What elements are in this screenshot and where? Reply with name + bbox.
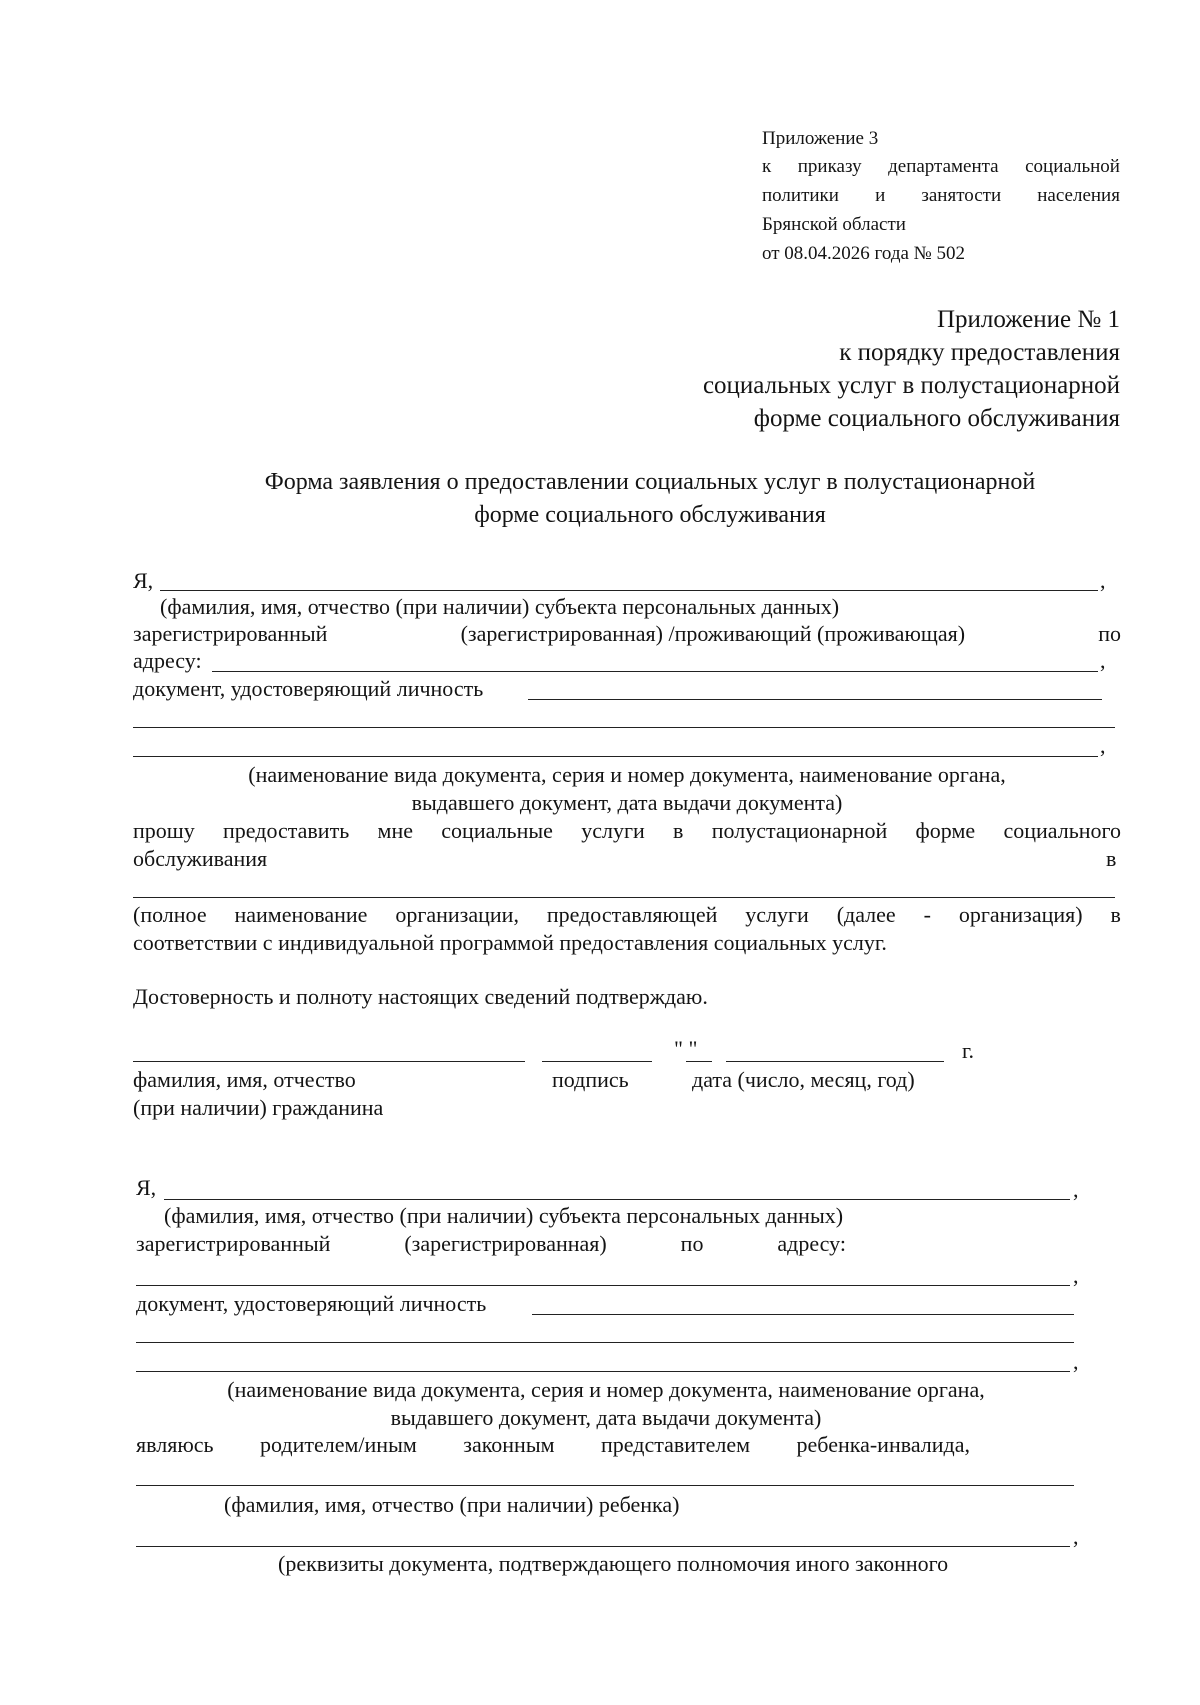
doc-hint-line2: выдавшего документ, дата выдачи документа) [411,790,843,815]
registered-line-2: зарегистрированный (зарегистрированная) по адресу: [136,1231,846,1256]
organization-field-line[interactable] [133,897,1115,898]
comma: , [1073,1177,1079,1202]
address-field-line-2[interactable] [136,1285,1070,1286]
comma: , [1100,733,1106,758]
form-title-line1: Форма заявления о предоставлении социальных услуг в полустационарной [264,469,1036,495]
requisites-hint: (реквизиты документа, подтверждающего полномочия иного законного [278,1551,949,1576]
appendix1-title: Приложение № 1 [936,306,1120,333]
id-doc-label-2: документ, удостоверяющий личность [136,1291,487,1316]
appendix3-title: Приложение 3 [762,128,879,149]
appendix1-line2: к порядку предоставления [839,339,1120,366]
id-doc-field-line-2[interactable] [133,727,1115,728]
comma: , [1100,648,1106,673]
address-label: адресу: [133,648,202,673]
fio-field-line[interactable] [160,590,1098,591]
in-word: в [1106,846,1117,871]
confirmation-text: Достоверность и полноту настоящих сведений подтверждаю. [133,984,708,1009]
id-doc-field-line-3[interactable] [133,756,1098,757]
day-field-line[interactable] [686,1061,712,1062]
appendix3-line4: Брянской области [762,214,906,235]
child-fio-hint: (фамилия, имя, отчество (при наличии) ребенка) [224,1492,680,1517]
sign-fio-label-2: (при наличии) гражданина [133,1095,384,1120]
parent-line: являюсь родителем/иным законным представителем ребенка-инвалида, [136,1432,970,1457]
comma: , [1073,1349,1079,1374]
id-doc-label: документ, удостоверяющий личность [133,676,484,701]
comma: , [1073,1263,1079,1288]
appendix3-order-ref: от 08.04.2026 года № 502 [762,243,966,264]
fio-hint-2: (фамилия, имя, отчество (при наличии) субъекта персональных данных) [164,1203,844,1228]
fio-field-line-2[interactable] [164,1199,1070,1200]
requisites-field-line[interactable] [136,1546,1070,1547]
sign-date-label: дата (число, месяц, год) [692,1067,915,1092]
doc-hint-2-line1: (наименование вида документа, серия и номер документа, наименование органа, [227,1377,985,1402]
appendix3-line2: к приказу департамента социальной [762,156,1120,177]
signature-field-line[interactable] [542,1061,652,1062]
doc-hint-line1: (наименование вида документа, серия и номер документа, наименование органа, [248,762,1006,787]
org-hint-line2: соответствии с индивидуальной программой предоставления социальных услуг. [133,930,887,955]
registered-line: зарегистрированный (зарегистрированная) /проживающий (проживающая) по [133,621,1121,646]
sign-fio-label: фамилия, имя, отчество [133,1067,356,1092]
appendix1-line4: форме социального обслуживания [753,405,1120,432]
fio-hint: (фамилия, имя, отчество (при наличии) субъекта персональных данных) [160,594,840,619]
comma: , [1100,568,1106,593]
citizen-fio-field-line[interactable] [133,1061,525,1062]
id-doc-field-line-2c[interactable] [136,1371,1070,1372]
comma: , [1073,1524,1079,1549]
ya-label-2: Я, [136,1175,157,1200]
ya-label: Я, [133,568,154,593]
form-title-line2: форме социального обслуживания [474,502,826,528]
id-doc-field-line-2a[interactable] [532,1314,1074,1315]
year-suffix: г. [962,1038,975,1063]
request-line: прошу предоставить мне социальные услуги в полустационарной форме социального [133,818,1121,843]
address-field-line[interactable] [212,671,1098,672]
sign-signature-label: подпись [552,1067,629,1092]
doc-hint-2-line2: выдавшего документ, дата выдачи документа) [390,1405,822,1430]
org-hint-line1: (полное наименование организации, предоставляющей услуги (далее - организация) в [133,902,1121,927]
appendix3-line3: политики и занятости населения [762,185,1120,206]
month-year-field-line[interactable] [726,1061,944,1062]
appendix1-line3: социальных услуг в полустационарной [702,372,1120,399]
id-doc-field-line-2b[interactable] [136,1342,1074,1343]
service-word: обслуживания [133,846,268,871]
id-doc-field-line[interactable] [528,699,1102,700]
child-fio-field-line[interactable] [136,1485,1074,1486]
date-quotes: " " [674,1036,698,1061]
